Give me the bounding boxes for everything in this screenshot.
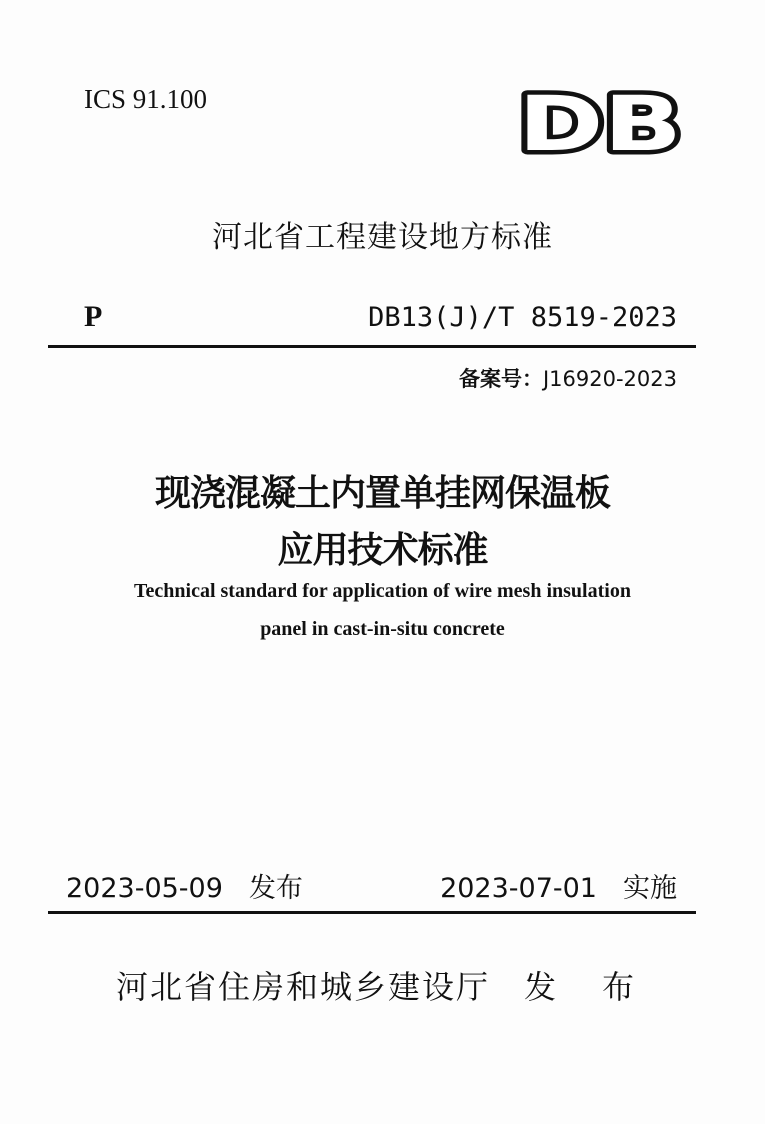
issuer-line [116, 962, 636, 1008]
issuer-action-2: 布 [602, 968, 637, 1006]
publish-label: 发布 [248, 873, 303, 904]
db-logo [516, 90, 684, 156]
classification-letter: P [84, 300, 103, 333]
title-en-line1: Technical standard for application of wire mesh insulation [134, 580, 631, 602]
issuer-action-1: 发 [524, 968, 559, 1006]
record-value: J16920-2023 [542, 367, 677, 391]
title-en-line2: panel in cast-in-situ concrete [260, 618, 505, 640]
record-number [459, 363, 677, 393]
title-zh-line1: 现浇混凝土内置单挂网保温板 [154, 472, 610, 514]
title-zh-line2: 应用技术标准 [277, 529, 488, 571]
standard-code: DB13(J)/T 8519-2023 [368, 302, 677, 333]
record-label: 备案号： [458, 367, 543, 391]
implement-date: 2023-07-01 [440, 873, 597, 904]
publish-info [66, 866, 303, 905]
publish-date: 2023-05-09 [66, 873, 223, 904]
db-logo-text: DB [518, 90, 682, 156]
header-divider [48, 345, 696, 348]
footer-divider [48, 911, 696, 914]
implement-info [440, 866, 677, 905]
standard-authority: 河北省工程建设地方标准 [212, 220, 553, 255]
implement-label: 实施 [623, 873, 677, 904]
issuer-name: 河北省住房和城乡建设厅 [116, 968, 491, 1006]
ics-code: ICS 91.100 [84, 84, 208, 114]
